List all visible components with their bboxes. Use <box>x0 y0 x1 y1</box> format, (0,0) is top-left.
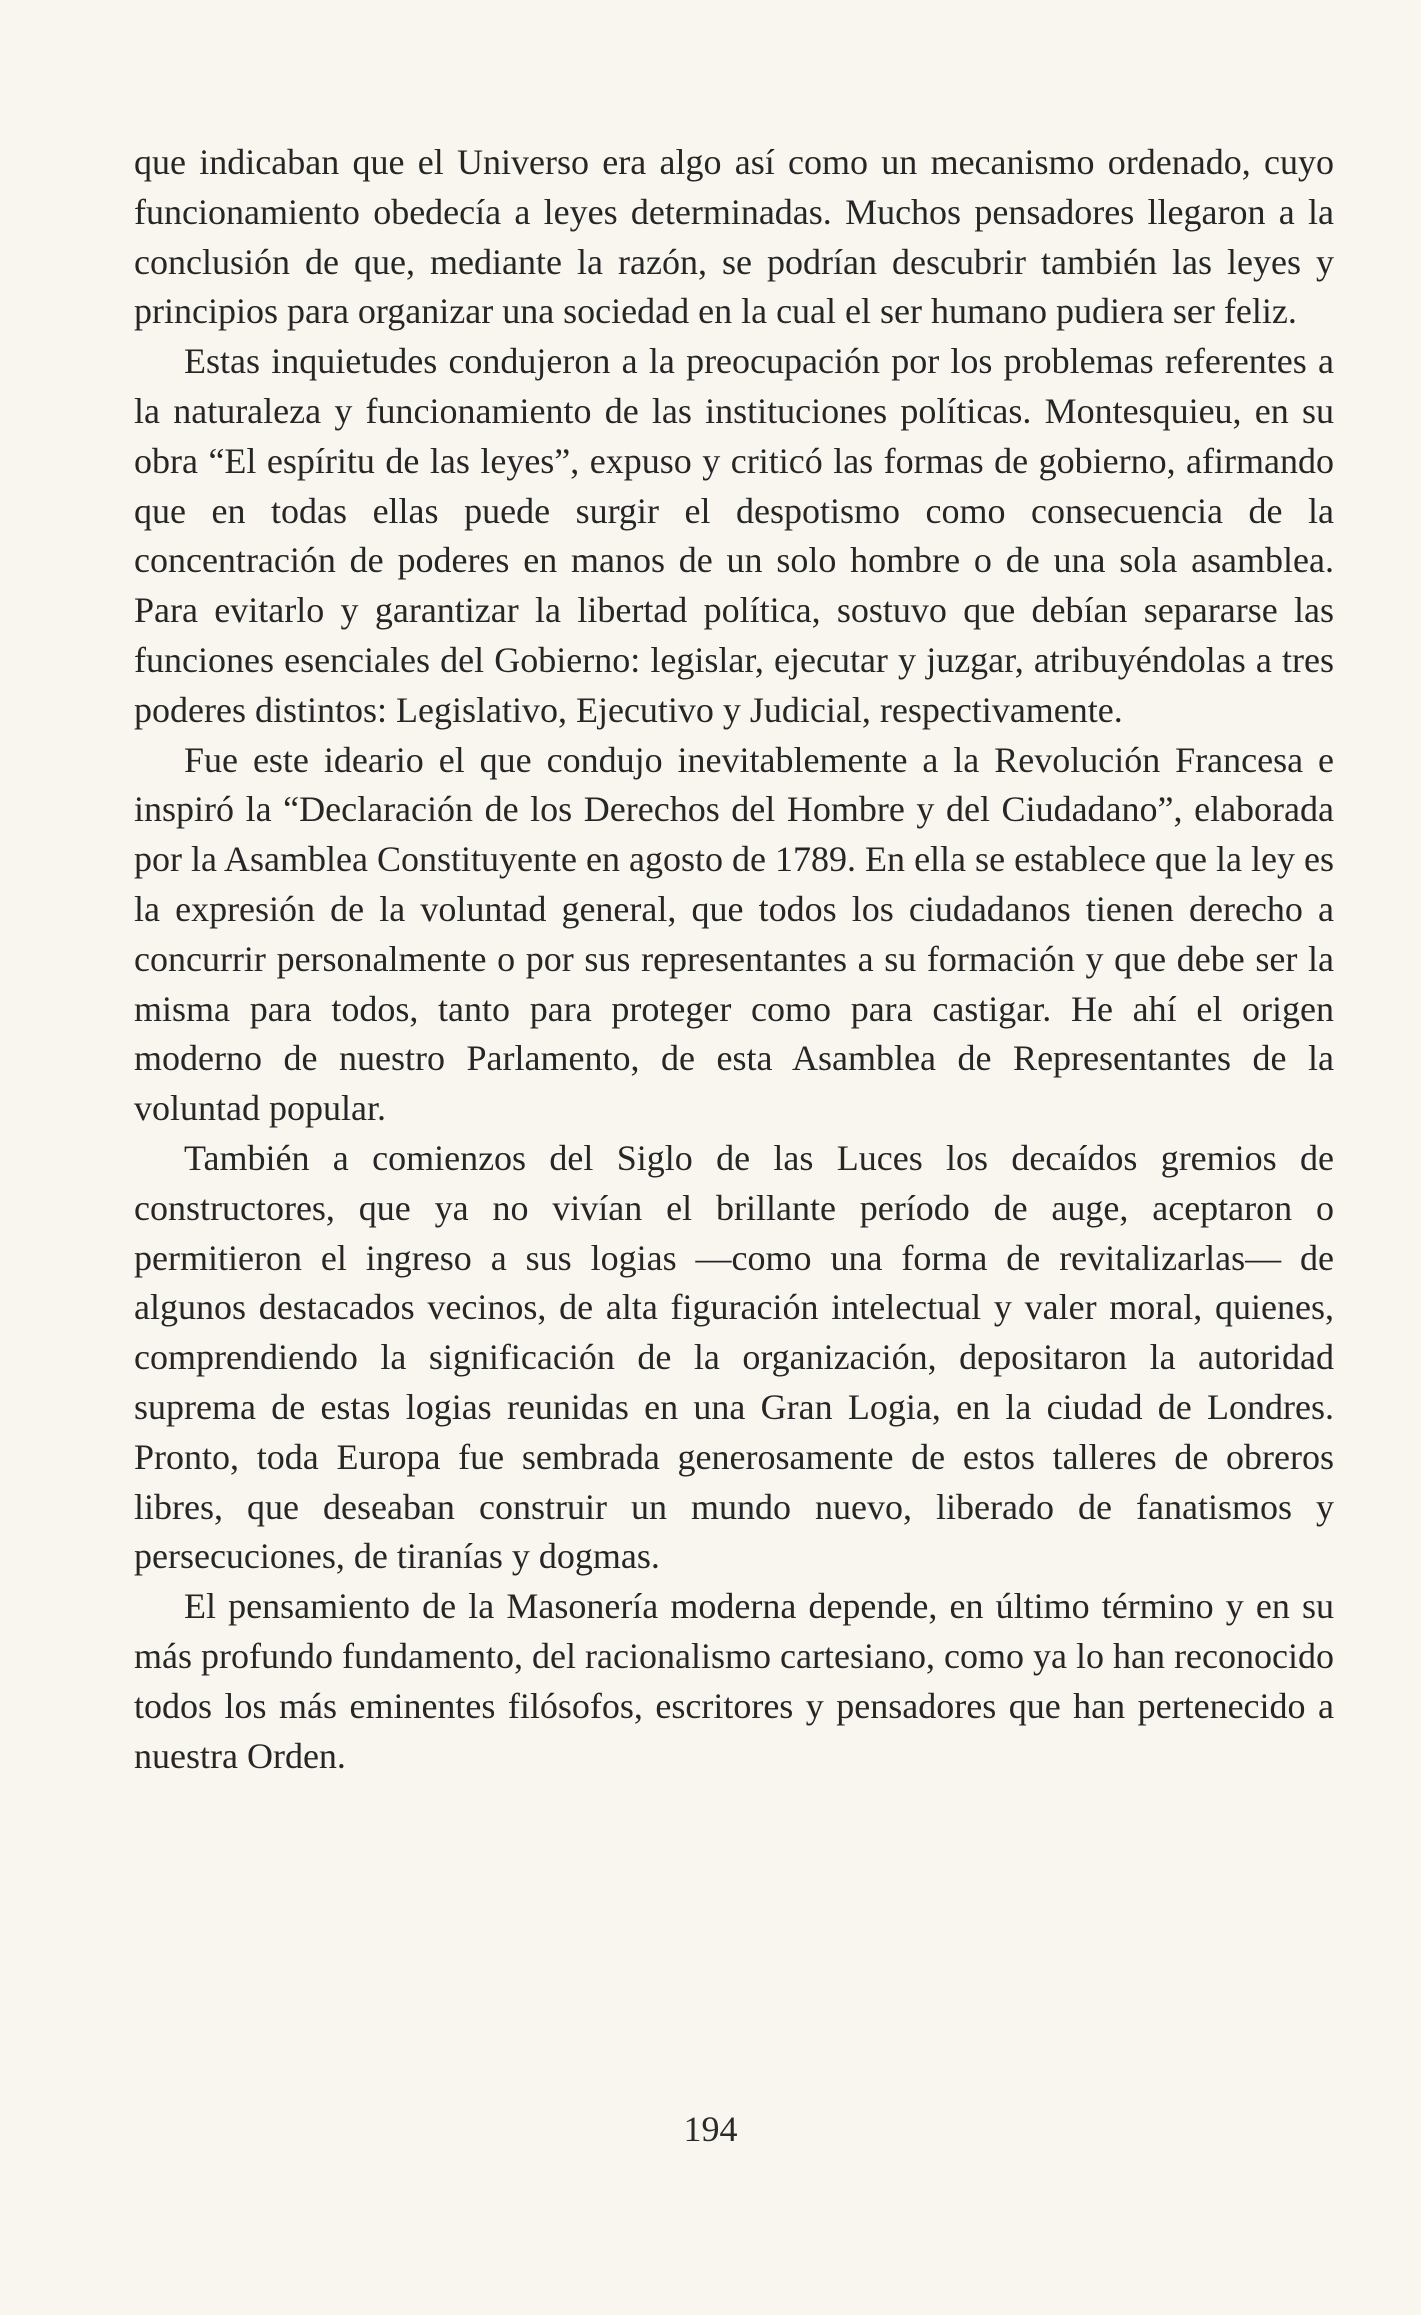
paragraph-4: También a comienzos del Siglo de las Luces los decaídos gremios de constructores, que ya no vivían el brillante período de auge, aceptaron o permitieron el ingreso a sus logias —como una forma de revitalizarlas— de algunos destacados vecinos, de alta figuración intelectual y valer moral, quienes, comprendiendo la significación de la organización, depositaron la autoridad suprema de estas logias reunidas en una Gran Logia, en la ciudad de Londres. Pronto, toda Europa fue sembrada generosamente de estos talleres de obreros libres, que deseaban construir un mundo nuevo, liberado de fanatismos y persecuciones, de tiranías y dogmas. <box>134 1137 1334 1577</box>
paragraph-2: Estas inquietudes condujeron a la preocupación por los problemas referentes a la naturaleza y funcionamiento de las instituciones políticas. Montesquieu, en su obra “El espíritu de las leyes”, expuso y criticó las formas de gobierno, afirmando que en todas ellas puede surgir el despotismo como consecuencia de la concentración de poderes en manos de un solo hombre o de una sola asamblea. Para evitarlo y garantizar la libertad política, sostuvo que debían separarse las funciones esenciales del Gobierno: legislar, ejecutar y juzgar, atribuyéndolas a tres poderes distintos: Legislativo, Ejecutivo y Judicial, respectivamente. <box>134 341 1334 730</box>
body-text <box>134 138 1334 1781</box>
paragraph-5: El pensamiento de la Masonería moderna depende, en último término y en su más profundo fundamento, del racionalismo cartesiano, como ya lo han reconocido todos los más eminentes filósofos, escritores y pensadores que han pertenecido a nuestra Orden. <box>134 1586 1334 1776</box>
page-number: 194 <box>683 2109 738 2149</box>
paragraph-1: que indicaban que el Universo era algo así como un mecanismo ordenado, cuyo funcionamiento obedecía a leyes determinadas. Muchos pensadores llegaron a la conclusión de que, mediante la razón, se podrían descubrir también las leyes y principios para organizar una sociedad en la cual el ser humano pudiera ser feliz. <box>134 142 1334 332</box>
paragraph-3: Fue este ideario el que condujo inevitablemente a la Revolución Francesa e inspiró la “Declaración de los Derechos del Hombre y del Ciudadano”, elaborada por la Asamblea Constituyente en agosto de 1789. En ella se establece que la ley es la expresión de la voluntad general, que todos los ciudadanos tienen derecho a concurrir personalmente o por sus representantes a su formación y que debe ser la misma para todos, tanto para proteger como para castigar. He ahí el origen moderno de nuestro Parlamento, de esta Asamblea de Representantes de la voluntad popular. <box>134 739 1334 1129</box>
